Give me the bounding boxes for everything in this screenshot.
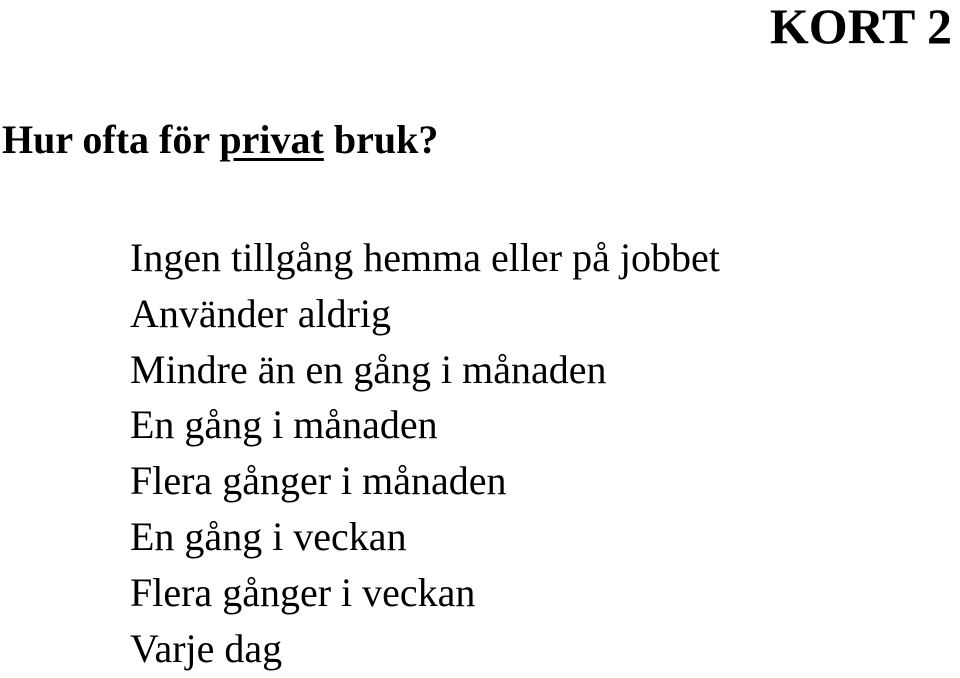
answer-options-list bbox=[130, 230, 720, 676]
question-suffix: bruk? bbox=[323, 117, 439, 162]
answer-option: Flera gånger i veckan bbox=[130, 569, 476, 615]
answer-option: Mindre än en gång i månaden bbox=[130, 346, 607, 392]
card-label: KORT 2 bbox=[769, 0, 952, 54]
question-emphasis: privat bbox=[219, 117, 324, 162]
answer-option: En gång i månaden bbox=[130, 402, 438, 448]
answer-option: Ingen tillgång hemma eller på jobbet bbox=[130, 235, 720, 280]
answer-option: En gång i veckan bbox=[130, 513, 407, 559]
answer-option: Använder aldrig bbox=[130, 290, 392, 336]
answer-option: Varje dag bbox=[130, 625, 283, 671]
question-heading bbox=[2, 117, 438, 163]
question-prefix: Hur ofta för bbox=[2, 117, 220, 162]
answer-option: Flera gånger i månaden bbox=[130, 458, 507, 504]
